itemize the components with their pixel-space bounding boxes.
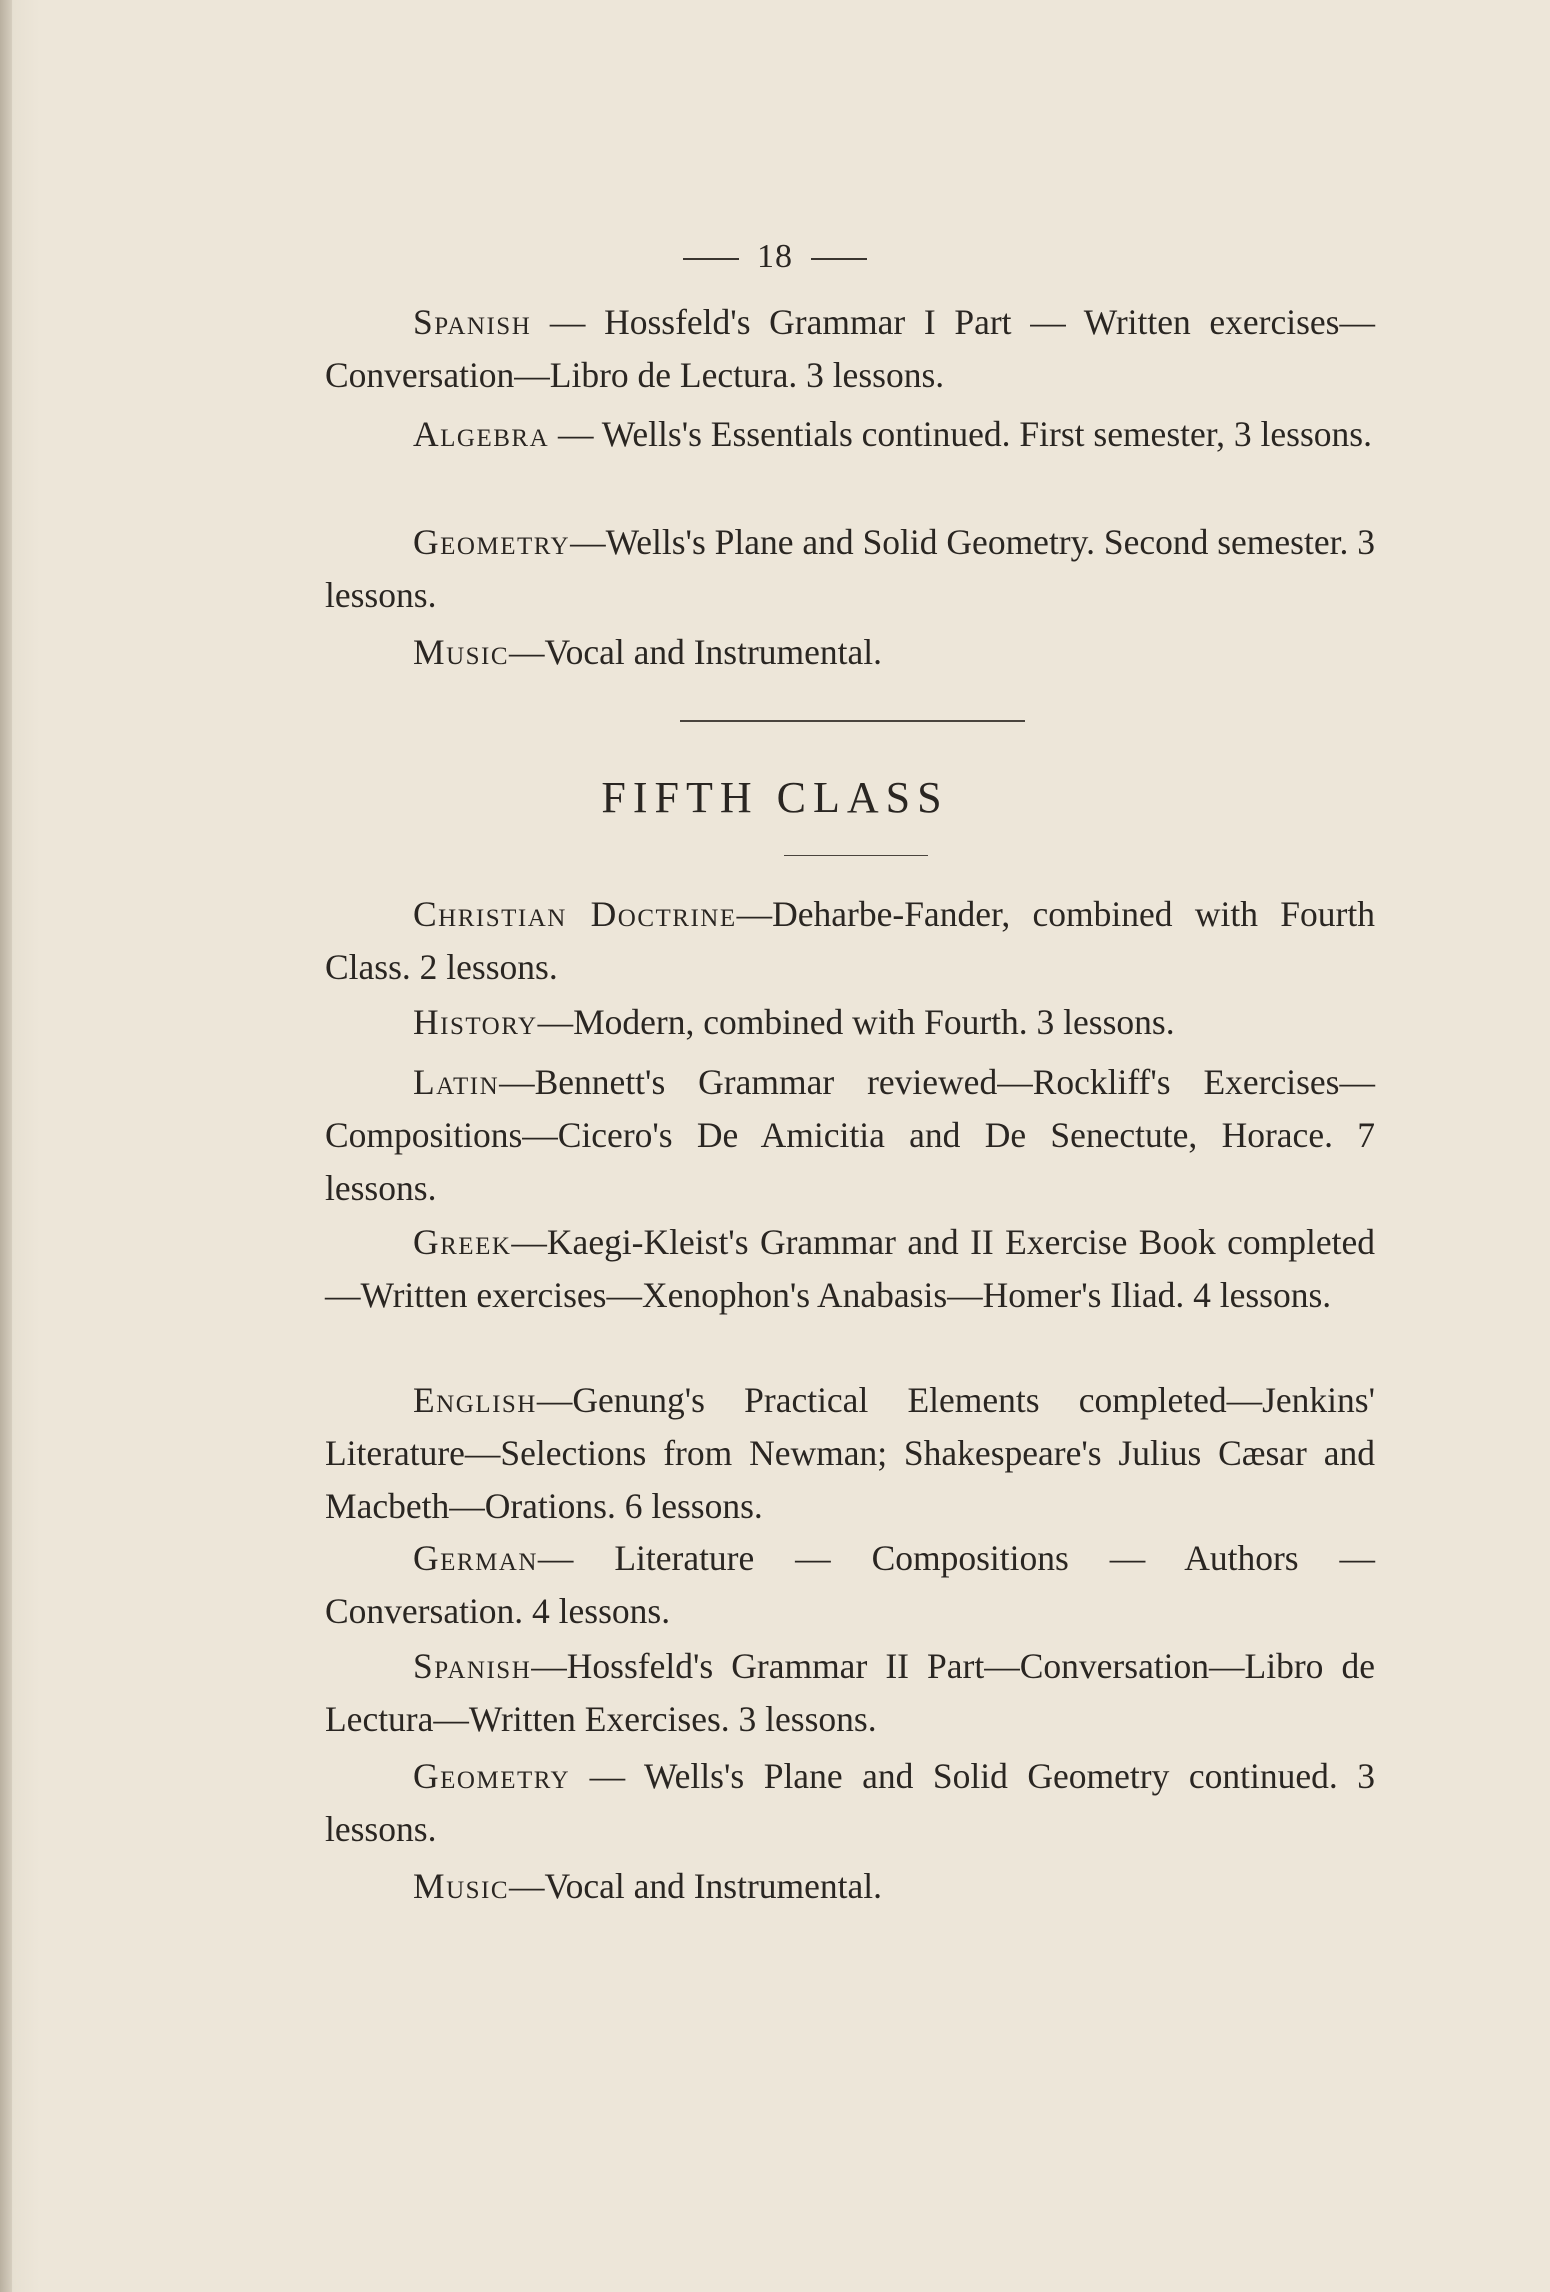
course-subject: German [413,1538,538,1578]
page-number-value: 18 [757,238,793,275]
page-number-dash-left [683,258,739,260]
course-entry-christian-doctrine [325,888,1375,994]
section-divider [680,720,1025,722]
page-number [0,238,1550,276]
course-entry-algebra [325,408,1375,461]
course-subject: Greek [413,1222,512,1262]
course-description: —Hossfeld's Grammar II Part—Conversation—Libro de Lectura—Written Exercises. 3 lessons. [325,1646,1375,1739]
course-entry-greek [325,1216,1375,1322]
course-subject: Latin [413,1062,500,1102]
course-entry-latin [325,1056,1375,1215]
course-subject: Algebra [413,414,550,454]
course-description: —Bennett's Grammar reviewed—Rockliff's Exercises—Compositions—Cicero's De Amicitia and De Senectute, Horace. 7 lessons. [325,1062,1375,1208]
course-subject: Spanish [413,302,532,342]
course-description: —Deharbe-Fander, combined with Fourth Class. 2 lessons. [325,894,1375,987]
page-gutter [0,0,12,2292]
course-subject: Music [413,632,510,672]
course-subject: History [413,1002,538,1042]
page-number-dash-right [811,258,867,260]
section-heading: FIFTH CLASS [601,773,949,822]
course-subject: Christian Doctrine [413,894,737,934]
course-description: —Modern, combined with Fourth. 3 lessons. [537,1002,1175,1042]
course-entry-music [325,626,1375,679]
course-description: —Vocal and Instrumental. [509,1866,883,1906]
course-description: — Wells's Plane and Solid Geometry continued. 3 lessons. [325,1756,1375,1849]
course-subject: English [413,1380,537,1420]
course-entry-english [325,1374,1375,1533]
course-description: — Hossfeld's Grammar I Part — Written exercises—Conversation—Libro de Lectura. 3 lessons. [325,302,1375,395]
course-entry-music-fifth [325,1860,1375,1913]
course-description: —Kaegi-Kleist's Grammar and II Exercise Book completed—Written exercises—Xenophon's Anabasis—Homer's Iliad. 4 lessons. [325,1222,1375,1315]
course-subject: Geometry [413,522,571,562]
course-description: —Vocal and Instrumental. [509,632,883,672]
course-entry-geometry [325,516,1375,622]
heading-underline [784,855,928,856]
course-entry-geometry-fifth [325,1750,1375,1856]
course-entry-history [325,996,1375,1049]
course-description: — Wells's Essentials continued. First semester, 3 lessons. [549,414,1372,454]
course-subject: Music [413,1866,510,1906]
course-description: —Genung's Practical Elements completed—Jenkins' Literature—Selections from Newman; Shakespeare's Julius Cæsar and Macbeth—Orations. 6 lessons. [325,1380,1375,1526]
course-entry-spanish [325,296,1375,402]
course-entry-spanish-fifth [325,1640,1375,1746]
course-description: — Literature — Compositions — Authors — Conversation. 4 lessons. [325,1538,1375,1631]
course-entry-german [325,1532,1375,1638]
course-description: —Wells's Plane and Solid Geometry. Second semester. 3 lessons. [325,522,1375,615]
course-subject: Spanish [413,1646,532,1686]
course-subject: Geometry [413,1756,571,1796]
